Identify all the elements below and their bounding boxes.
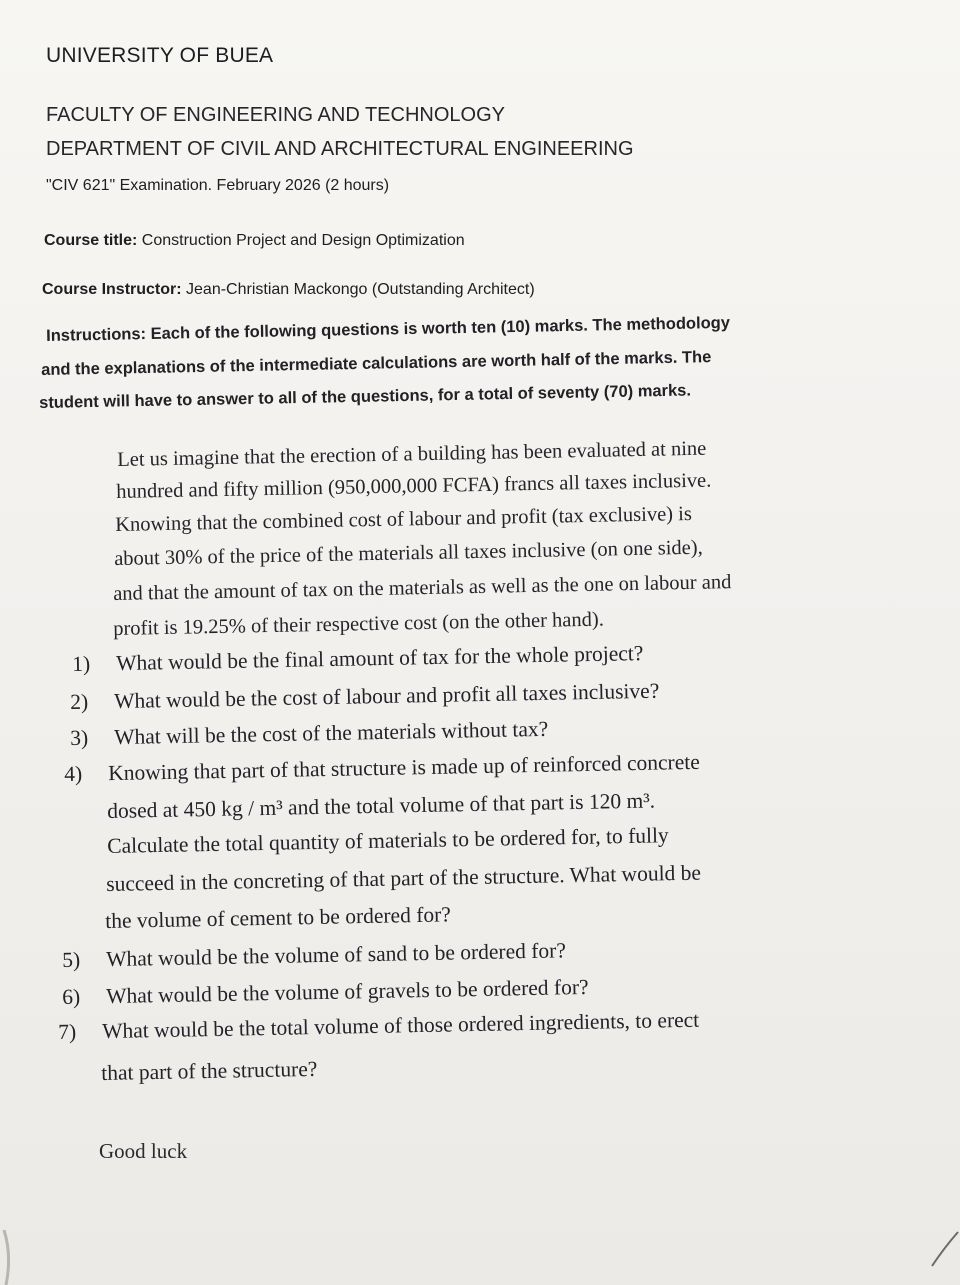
question-text: Knowing that part of that structure is made up of reinforced concrete — [107, 749, 700, 786]
question-text: What would be the volume of gravels to be ordered for? — [105, 974, 589, 1009]
instructions-line: student will have to answer to all of the questions, for a total of seventy (70) marks. — [39, 381, 692, 412]
question-4 — [64, 750, 700, 787]
page-corner-curl — [930, 1228, 960, 1268]
course-instructor-label: Course Instructor: — [42, 281, 182, 298]
page-edge-shadow — [0, 1230, 20, 1285]
question-2 — [70, 679, 659, 715]
question-6 — [62, 975, 589, 1010]
question-number: 3) — [70, 725, 89, 750]
question-4-continuation: Calculate the total quantity of materials to be ordered for, to fully — [107, 823, 669, 858]
faculty-name: FACULTY OF ENGINEERING AND TECHNOLOGY — [46, 104, 505, 126]
question-4-continuation: dosed at 450 kg / m³ and the total volume of that part is 120 m³. — [107, 788, 656, 823]
exam-info: "CIV 621" Examination. February 2026 (2 hours) — [46, 177, 390, 194]
question-number: 7) — [58, 1019, 77, 1044]
question-text: What would be the cost of labour and profit all taxes inclusive? — [113, 678, 660, 714]
question-text: What will be the cost of the materials without tax? — [113, 716, 549, 750]
question-number: 1) — [72, 651, 91, 676]
course-instructor-value: Jean-Christian Mackongo (Outstanding Architect) — [186, 281, 535, 298]
problem-line: Let us imagine that the erection of a building has been evaluated at nine — [117, 437, 707, 471]
question-5 — [62, 938, 566, 973]
problem-line: about 30% of the price of the materials all taxes inclusive (on one side), — [114, 536, 703, 570]
question-number: 5) — [62, 947, 81, 972]
university-name: UNIVERSITY OF BUEA — [46, 44, 274, 67]
question-4-continuation: the volume of cement to be ordered for? — [105, 902, 452, 933]
question-3 — [70, 717, 548, 751]
question-number: 4) — [64, 761, 83, 786]
problem-line: profit is 19.25% of their respective cost (on the other hand). — [113, 608, 605, 640]
problem-line: and that the amount of tax on the materials as well as the one on labour and — [113, 571, 732, 605]
closing-text: Good luck — [99, 1139, 188, 1163]
question-1 — [72, 641, 644, 677]
instructions-line: and the explanations of the intermediate calculations are worth half of the marks. The — [41, 348, 712, 379]
course-title-value: Construction Project and Design Optimization — [141, 232, 465, 249]
department-name: DEPARTMENT OF CIVIL AND ARCHITECTURAL ENGINEERING — [46, 138, 634, 160]
problem-line: Knowing that the combined cost of labour and profit (tax exclusive) is — [115, 502, 693, 536]
course-instructor — [42, 281, 535, 299]
problem-line: hundred and fifty million (950,000,000 FCFA) francs all taxes inclusive. — [116, 469, 712, 503]
question-number: 2) — [70, 689, 89, 714]
course-title-label: Course title: — [44, 232, 138, 249]
question-text: What would be the total volume of those ordered ingredients, to erect — [101, 1007, 700, 1044]
instructions-line: Instructions: Each of the following questions is worth ten (10) marks. The methodology — [46, 313, 731, 345]
question-7 — [58, 1008, 699, 1045]
question-text: What would be the volume of sand to be ordered for? — [105, 938, 567, 972]
course-title — [44, 232, 465, 250]
question-7-continuation: that part of the structure? — [101, 1056, 318, 1085]
question-4-continuation: succeed in the concreting of that part of the structure. What would be — [106, 860, 702, 896]
question-number: 6) — [62, 984, 81, 1009]
question-text: What would be the final amount of tax for the whole project? — [115, 641, 644, 676]
